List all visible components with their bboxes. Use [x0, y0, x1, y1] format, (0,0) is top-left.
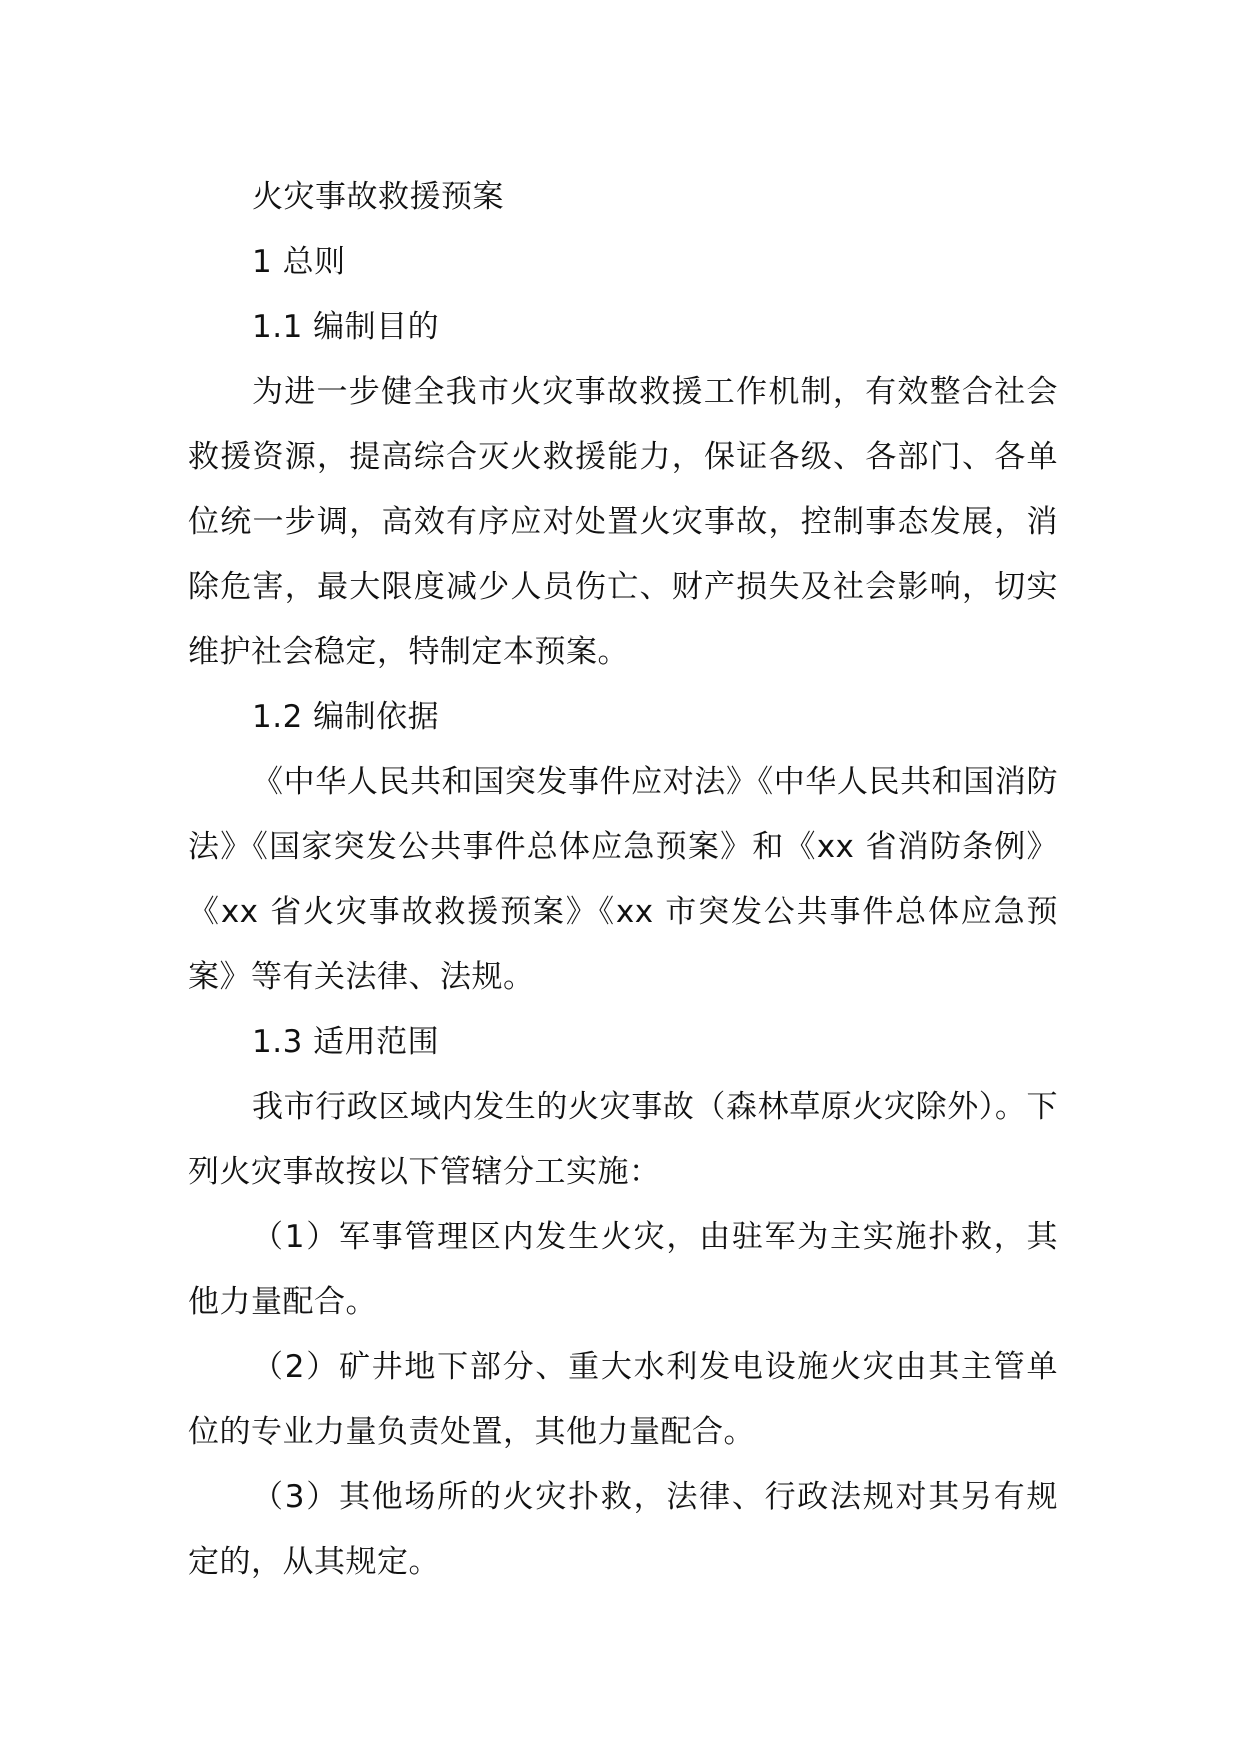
paragraph-scope: 我市行政区域内发生的火灾事故（森林草原火灾除外）。下列火灾事故按以下管辖分工实施： [188, 1089, 1058, 1190]
section-heading-purpose: 1.1 编制目的 [252, 309, 440, 345]
section-heading-basis: 1.2 编制依据 [252, 699, 440, 735]
paragraph-purpose: 为进一步健全我市火灾事故救援工作机制，有效整合社会救援资源，提高综合灭火救援能力，保证各级、各部门、各单位统一步调，高效有序应对处置火灾事故，控制事态发展，消除危害，最大限度减少人员伤亡、财产损失及社会影响，切实维护社会稳定，特制定本预案。 [188, 374, 1058, 670]
list-item-3: （3）其他场所的火灾扑救，法律、行政法规对其另有规定的，从其规定。 [188, 1479, 1058, 1580]
section-heading-general: 1 总则 [252, 244, 346, 280]
list-item-2: （2）矿井地下部分、重大水利发电设施火灾由其主管单位的专业力量负责处置，其他力量配合。 [188, 1349, 1058, 1450]
paragraph-basis: 《中华人民共和国突发事件应对法》《中华人民共和国消防法》《国家突发公共事件总体应急预案》和《xx 省消防条例》《xx 省火灾事故救援预案》《xx 市突发公共事件总体应急预案》等有关法律、法规。 [188, 764, 1058, 995]
list-item-1: （1）军事管理区内发生火灾，由驻军为主实施扑救，其他力量配合。 [188, 1219, 1058, 1320]
section-heading-scope: 1.3 适用范围 [252, 1024, 440, 1060]
document-body [188, 165, 1058, 1595]
document-title: 火灾事故救援预案 [252, 179, 504, 215]
